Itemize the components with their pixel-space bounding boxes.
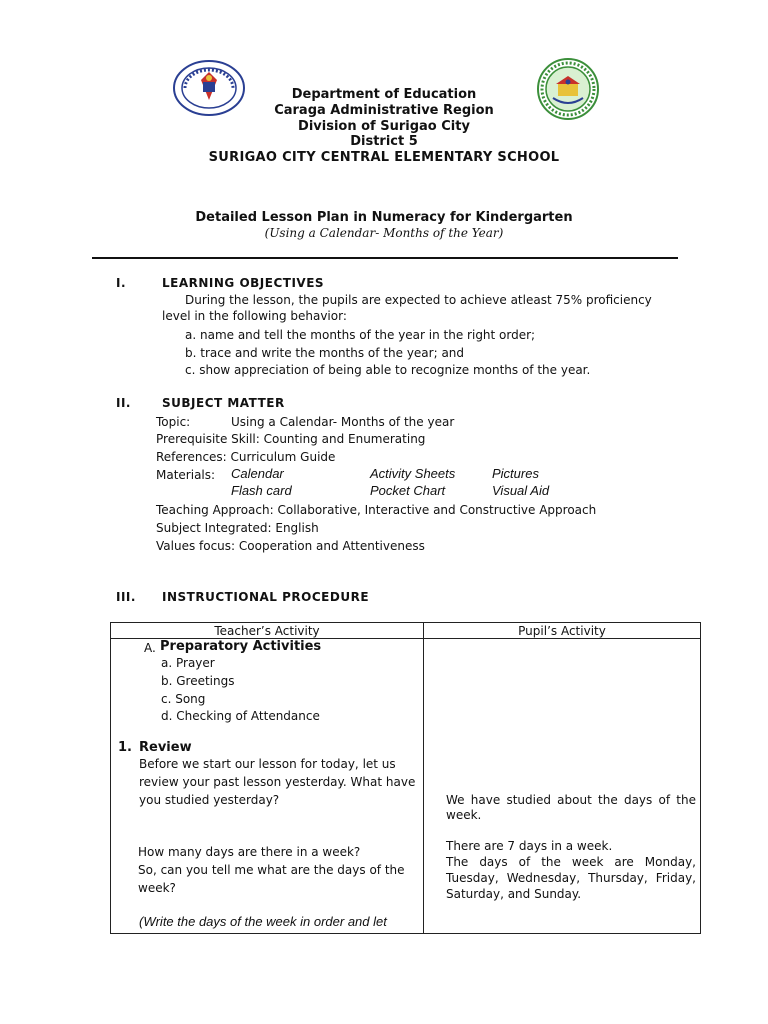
- title-divider: [92, 257, 678, 259]
- values-focus: Values focus: Cooperation and Attentiveness: [156, 539, 425, 553]
- document-subtitle: (Using a Calendar- Months of the Year): [264, 226, 504, 240]
- objective-item: a. name and tell the months of the year in the right order;: [185, 328, 536, 342]
- header-department: Department of Education: [291, 87, 477, 102]
- question-line: So, can you tell me what are the days of the: [138, 863, 405, 877]
- review-line: Before we start our lesson for today, let us: [139, 757, 396, 771]
- pupil-answer-line: Saturday, and Sunday.: [446, 887, 582, 901]
- objective-item: b. trace and write the months of the year; and: [185, 346, 465, 360]
- objectives-intro-line1: During the lesson, the pupils are expected to achieve atleast 75% proficiency: [185, 293, 652, 307]
- section-3-number: III.: [116, 590, 136, 604]
- question-line: week?: [138, 881, 176, 895]
- pupil-answer-line: week.: [446, 808, 482, 822]
- procedure-table: [110, 622, 701, 934]
- prerequisite-skill: Prerequisite Skill: Counting and Enumerating: [156, 432, 426, 446]
- material-item: Activity Sheets: [370, 466, 456, 481]
- pupil-activity-cell: [424, 639, 701, 934]
- review-line: review your past lesson yesterday. What have: [139, 775, 416, 789]
- topic-value: Using a Calendar- Months of the year: [231, 415, 455, 429]
- material-item: Pictures: [492, 466, 539, 481]
- header-region: Caraga Administrative Region: [274, 103, 494, 118]
- objective-item: c. show appreciation of being able to recognize months of the year.: [185, 363, 591, 377]
- table-header-row: [111, 623, 701, 639]
- prep-title: Preparatory Activities: [160, 639, 322, 654]
- material-item: Visual Aid: [492, 483, 550, 498]
- prep-item: d. Checking of Attendance: [161, 709, 320, 723]
- topic-label: Topic:: [156, 415, 191, 429]
- prep-prefix: A.: [144, 641, 156, 655]
- teacher-activity-cell: [111, 639, 424, 934]
- review-title: Review: [139, 740, 192, 755]
- pupil-answer-line: Tuesday, Wednesday, Thursday, Friday,: [446, 871, 696, 885]
- material-item: Calendar: [231, 466, 284, 481]
- teacher-note: (Write the days of the week in order and let: [139, 914, 387, 929]
- references: References: Curriculum Guide: [156, 450, 336, 464]
- material-item: Flash card: [231, 483, 292, 498]
- teaching-approach: Teaching Approach: Collaborative, Interactive and Constructive Approach: [156, 503, 597, 517]
- subject-integrated: Subject Integrated: English: [156, 521, 319, 535]
- section-1-title: LEARNING OBJECTIVES: [162, 276, 325, 290]
- section-2-number: II.: [116, 396, 131, 410]
- objectives-intro-line2: level in the following behavior:: [162, 309, 347, 323]
- prep-item: b. Greetings: [161, 674, 235, 688]
- pupil-answer-line: There are 7 days in a week.: [446, 839, 613, 853]
- table-row: [111, 639, 701, 934]
- section-3-title: INSTRUCTIONAL PROCEDURE: [162, 590, 370, 604]
- pupil-answer-line: The days of the week are Monday,: [446, 855, 696, 869]
- section-2-title: SUBJECT MATTER: [162, 396, 285, 410]
- review-line: you studied yesterday?: [139, 793, 280, 807]
- header-division: Division of Surigao City: [298, 119, 470, 134]
- materials-label: Materials:: [156, 468, 216, 482]
- document-title: Detailed Lesson Plan in Numeracy for Kindergarten: [195, 210, 573, 225]
- question-line: How many days are there in a week?: [138, 845, 361, 859]
- pupil-activity-header: Pupil’s Activity: [424, 623, 701, 639]
- section-1-number: I.: [116, 276, 127, 290]
- pupil-answer-line: We have studied about the days of the: [446, 793, 696, 807]
- prep-item: a. Prayer: [161, 656, 215, 670]
- review-number: 1.: [118, 740, 132, 755]
- prep-item: c. Song: [161, 692, 206, 706]
- header-school: SURIGAO CITY CENTRAL ELEMENTARY SCHOOL: [208, 150, 560, 165]
- teacher-activity-header: Teacher’s Activity: [111, 623, 424, 639]
- header-district: District 5: [350, 134, 418, 149]
- material-item: Pocket Chart: [370, 483, 446, 498]
